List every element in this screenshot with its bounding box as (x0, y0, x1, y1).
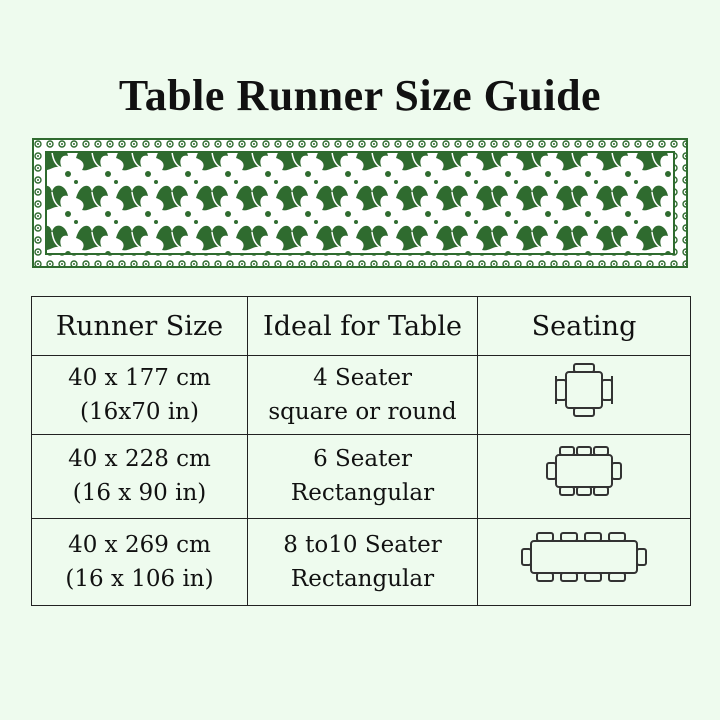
table-row (32, 519, 691, 606)
page-title: Table Runner Size Guide (118, 71, 602, 120)
size-guide-table (31, 296, 691, 606)
header-seating: Seating (478, 297, 691, 356)
seating-cell (478, 356, 691, 435)
six-seat-rectangular-table-icon (544, 441, 624, 501)
size-cm: 40 x 177 cm (68, 364, 211, 391)
table-shape: Rectangular (290, 566, 435, 593)
size-in: (16x70 in) (80, 398, 199, 425)
table-row (32, 356, 691, 435)
runner-size-cell (32, 434, 248, 519)
ideal-table-cell (248, 434, 478, 519)
ideal-table-cell (248, 519, 478, 606)
table-row (32, 434, 691, 519)
seating-cell (478, 434, 691, 519)
header-ideal-table: Ideal for Table (248, 297, 478, 356)
eight-seat-rectangular-table-icon (519, 527, 649, 587)
table-seats: 6 Seater (313, 446, 412, 473)
table-runner-image (32, 138, 688, 268)
table-shape: Rectangular (290, 480, 435, 507)
ideal-table-cell (248, 356, 478, 435)
runner-size-cell (32, 519, 248, 606)
four-seat-square-table-icon (544, 358, 624, 422)
table-seats: 4 Seater (313, 364, 412, 391)
seating-cell (478, 519, 691, 606)
table-header-row (32, 297, 691, 356)
size-in: (16 x 106 in) (65, 566, 214, 593)
size-in: (16 x 90 in) (72, 480, 207, 507)
runner-size-cell (32, 356, 248, 435)
size-cm: 40 x 228 cm (68, 446, 211, 473)
size-cm: 40 x 269 cm (68, 532, 211, 559)
header-runner-size: Runner Size (32, 297, 248, 356)
table-seats: 8 to10 Seater (283, 532, 442, 559)
table-shape: square or round (268, 398, 457, 425)
